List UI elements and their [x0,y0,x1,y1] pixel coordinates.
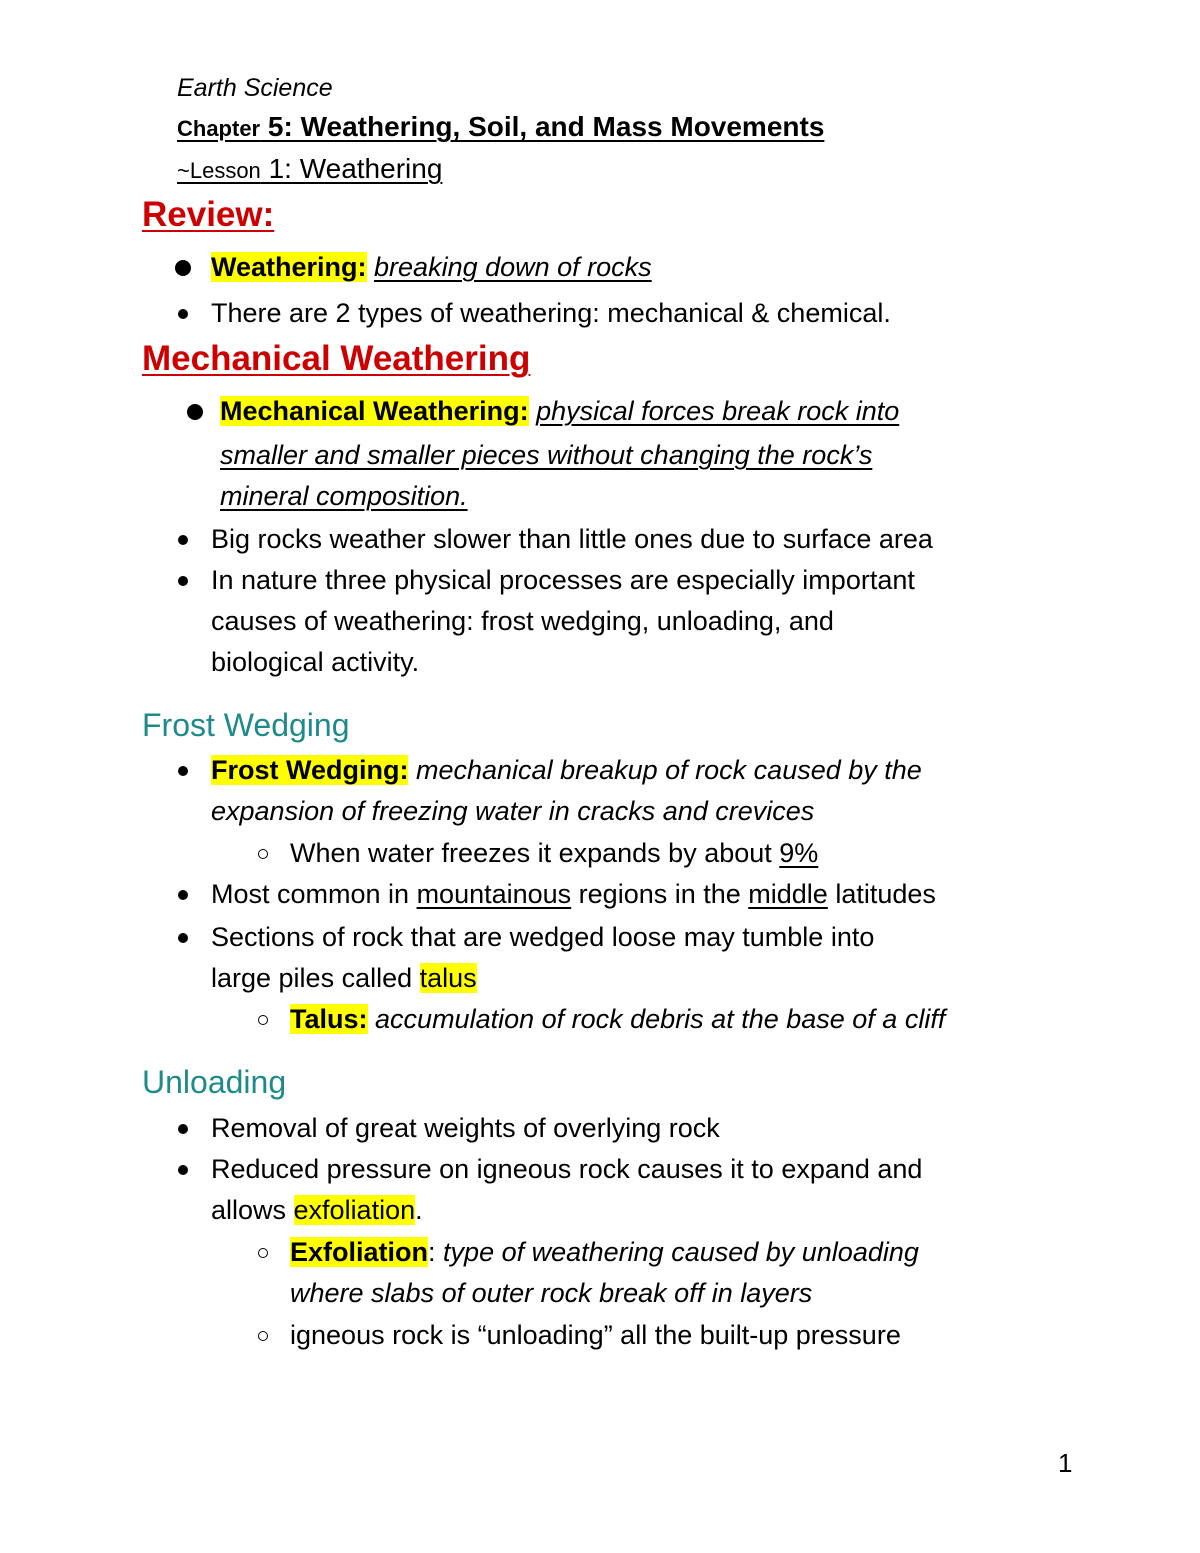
lesson-rest: 1: Weathering [260,153,443,184]
definition-talus: accumulation of rock debris at the base of a cliff [375,1004,946,1034]
lesson-prefix: ~Lesson [177,158,261,183]
mechanical-bullet-processes-l3: biological activity. [211,647,420,677]
term-talus-highlight: talus [419,963,477,993]
frost-sub-expansion [290,833,818,874]
term-mechanical-weathering: Mechanical Weathering: [220,396,529,426]
expansion-value: 9% [779,838,819,868]
term-middle: middle [748,879,828,909]
term-mountainous: mountainous [416,879,572,909]
unloading-sub-pressure: igneous rock is “unloading” all the built-up pressure [290,1320,901,1350]
bullet-disc-icon [178,766,188,776]
mechanical-bullet-processes-l2: causes of weathering: frost wedging, unloading, and [211,606,834,636]
term-weathering: Weathering: [211,252,367,282]
mechanical-bullet-processes-l1: In nature three physical processes are especially important [211,565,915,595]
subject-line: Earth Science [177,74,333,102]
definition-mechanical-l1: physical forces break rock into [536,396,900,426]
review-heading: Review: [142,195,275,234]
frost-bullet-regions: Most common in mountainous regions in the middle latitudes [211,879,936,909]
bullet-disc-icon [178,890,188,900]
lesson-title [177,152,442,188]
bullet-disc-icon [178,1124,188,1134]
mechanical-bullet-surface: Big rocks weather slower than little ones due to surface area [211,524,933,554]
frost-bullet-talus-l1: Sections of rock that are wedged loose may tumble into [211,922,875,952]
review-bullet-weathering [211,247,652,288]
unloading-bullet-pressure-l1: Reduced pressure on igneous rock causes it to expand and [211,1154,923,1184]
definition-mechanical-l3: mineral composition. [220,481,468,511]
definition-frost-l1: mechanical breakup of rock caused by the [416,755,922,785]
unloading-heading: Unloading [142,1064,287,1100]
expansion-text: When water freezes it expands by about [290,838,780,868]
bullet-circle-icon [258,1015,268,1025]
chapter-prefix: Chapter [177,116,261,141]
frost-bullet-def-l1 [211,750,922,791]
frost-sub-talus-def [290,999,945,1040]
bullet-disc-icon [178,309,188,319]
bullet-disc-icon [178,576,188,586]
bullet-circle-icon [258,849,268,859]
review-bullet-types: There are 2 types of weathering: mechanical & chemical. [211,298,891,328]
frost-bullet-talus-l2: large piles called talus [211,963,477,993]
unloading-sub-exfoliation-l1: Exfoliation: type of weathering caused by unloading [290,1237,919,1267]
bullet-disc-icon [178,535,188,545]
term-exfoliation: Exfoliation [290,1237,429,1267]
bullet-disc-icon [178,1165,188,1175]
definition-frost-l2: expansion of freezing water in cracks and crevices [211,796,815,826]
definition-exfoliation-l1: type of weathering caused by unloading [443,1237,919,1267]
chapter-rest: 5: Weathering, Soil, and Mass Movements [260,111,825,142]
term-frost-wedging: Frost Wedging: [211,755,409,785]
unloading-bullet-removal: Removal of great weights of overlying rock [211,1113,720,1143]
unloading-bullet-pressure-l2: allows exfoliation. [211,1195,423,1225]
mechanical-heading: Mechanical Weathering [142,339,531,378]
page-number: 1 [1058,1448,1073,1478]
frost-wedging-heading: Frost Wedging [142,707,350,743]
definition-weathering: breaking down of rocks [374,252,652,282]
term-exfoliation-highlight: exfoliation [293,1195,416,1225]
term-talus: Talus: [290,1004,368,1034]
chapter-title [177,110,824,146]
definition-exfoliation-l2: where slabs of outer rock break off in layers [290,1278,813,1308]
definition-mechanical-l2: smaller and smaller pieces without changing the rock’s [220,440,873,470]
mechanical-bullet-def-l1 [220,391,899,432]
bullet-disc-icon [187,404,203,420]
bullet-disc-icon [175,260,191,276]
bullet-disc-icon [178,933,188,943]
bullet-circle-icon [258,1331,268,1341]
bullet-circle-icon [258,1248,268,1258]
